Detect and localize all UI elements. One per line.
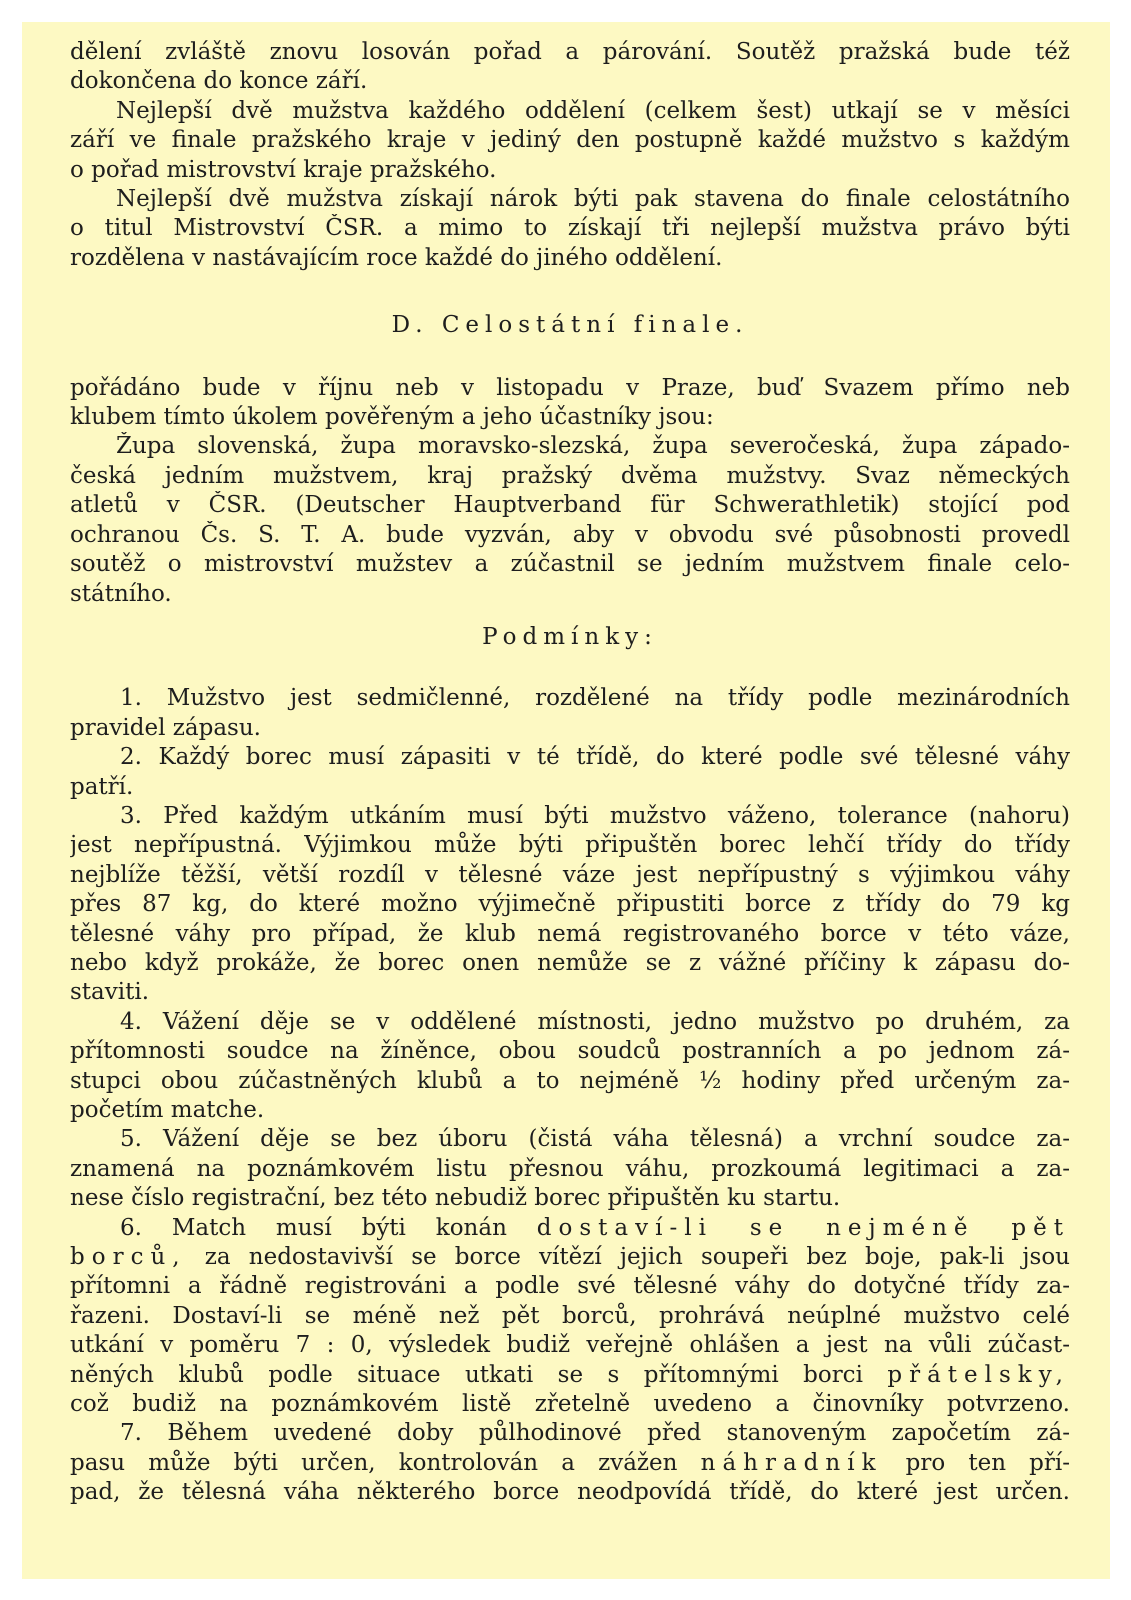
condition-7: 7. Během uvedené doby půlhodinové před stanoveným započetím zá- [120, 1420, 1070, 1447]
spaced-text: dostaví-li se nejméně pět [536, 1214, 1070, 1241]
text-line: Župa slovenská, župa moravsko-slezská, župa severočeská, župa západo- [116, 433, 1070, 460]
spaced-text: borců, [70, 1244, 187, 1271]
condition-2: 2. Každý borec musí zápasiti v té třídě, do které podle své tělesné váhy [120, 744, 1070, 771]
text-run: za nedostavivší se borce vítězí jejich soupeři bez boje, pak-li jsou [186, 1244, 1070, 1271]
text-line: nejblíže těžší, větší rozdíl v tělesné váze jest nepřípustný s výjimkou váhy [70, 861, 1070, 888]
text-line: nese číslo registrační, bez této nebudiž borec připuštěn ku startu. [70, 1185, 841, 1212]
document-page [22, 22, 1110, 1579]
text-line: početím matche. [70, 1097, 265, 1123]
text-run: pasu může býti určen, kontrolován a zvážen [70, 1449, 701, 1476]
text-line: stupci obou zúčastněných klubů a to nejméně ½ hodiny před určeným za- [70, 1067, 1070, 1094]
condition-4: 4. Vážení děje se v oddělené místnosti, jedno mužstvo po druhém, za [120, 1008, 1070, 1035]
text-line: nebo když prokáže, že borec onen nemůže se z vážné příčiny k zápasu do- [70, 949, 1070, 976]
condition-3: 3. Před každým utkáním musí býti mužstvo váženo, tolerance (nahoru) [120, 802, 1070, 829]
condition-6 [70, 1214, 1070, 1243]
text-line: dělení zvláště znovu losován pořad a párování. Soutěž pražská bude též [70, 39, 1070, 65]
text-line: Nejlepší dvě mužstva získají nárok býti pak stavena do finale celostátního [116, 186, 1070, 213]
text-line: dokončena do konce září. [70, 68, 368, 95]
text-run: pro ten pří- [882, 1449, 1070, 1476]
text-line: atletů v ČSR. (Deutscher Hauptverband für Schwerathletik) stojící pod [70, 492, 1070, 519]
text-line: pořádáno bude v říjnu neb v listopadu v Praze, buď Svazem přímo neb [70, 374, 1070, 401]
text-run: něných klubů podle situace utkati se s přítomnými borci [70, 1361, 888, 1388]
text-line: česká jedním mužstvem, kraj pražský dvěma mužstvy. Svaz německých [70, 462, 1070, 489]
text-line: o titul Mistrovství ČSR. a mimo to získají tři nejlepší mužstva právo býti [70, 215, 1070, 242]
text-line: rozdělena v nastávajícím roce každé do jiného oddělení. [70, 244, 723, 271]
text-line [70, 1361, 1070, 1390]
condition-5: 5. Vážení děje se bez úboru (čistá váha tělesná) a vrchní soudce za- [120, 1126, 1070, 1153]
text-line: znamená na poznámkovém listu přesnou váhu, prozkoumá legitimaci a za- [70, 1155, 1070, 1182]
text-line: pad, že tělesná váha některého borce neodpovídá třídě, do které jest určen. [70, 1479, 1070, 1506]
text-line: patří. [70, 773, 134, 800]
text-line: jest nepřípustná. Výjimkou může býti připuštěn borec lehčí třídy do třídy [70, 832, 1070, 859]
text-line: státního. [70, 580, 172, 607]
condition-1: 1. Mužstvo jest sedmičlenné, rozdělené na třídy podle mezinárodních [120, 685, 1070, 712]
text-line: přítomnosti soudce na žíněnce, obou soudců postranních a po jednom zá- [70, 1038, 1070, 1065]
conditions-heading: Podmínky: [482, 623, 658, 650]
text-line: utkání v poměru 7 : 0, výsledek budiž veřejně ohlášen a jest na vůli zúčast- [70, 1332, 1070, 1359]
text-line: přes 87 kg, do které možno výjimečně připustiti borce z třídy do 79 kg [70, 891, 1070, 918]
text-run: 6. Match musí býti konán [120, 1214, 537, 1241]
spaced-text: přátelsky, [887, 1361, 1070, 1388]
text-line: staviti. [70, 979, 150, 1006]
text-line: pravidel zápasu. [70, 714, 261, 741]
text-line: což budiž na poznámkovém listě zřetelně uvedeno a činovníky potvrzeno. [70, 1391, 1070, 1418]
text-line [70, 1449, 1070, 1478]
intro-text [70, 38, 1070, 273]
spaced-text: náhradník [700, 1449, 883, 1476]
section-heading: D. Celostátní finale. [391, 312, 749, 339]
text-line: Nejlepší dvě mužstva každého oddělení (celkem šest) utkají se v měsíci [116, 97, 1070, 124]
text-line: tělesné váhy pro případ, že klub nemá registrovaného borce v této váze, [70, 920, 1070, 947]
text-line: soutěž o mistrovství mužstev a zúčastnil se jedním mužstvem finale celo- [70, 551, 1070, 578]
text-line: klubem tímto úkolem pověřeným a jeho účastníky jsou: [70, 404, 714, 431]
text-line: přítomni a řádně registrováni a podle své tělesné váhy do dotyčné třídy za- [70, 1273, 1070, 1300]
text-line: o pořad mistrovství kraje pražského. [70, 156, 497, 183]
conditions-list [70, 684, 1070, 1507]
text-line [70, 1243, 1070, 1272]
text-line: září ve finale pražského kraje v jediný den postupně každé mužstvo s každým [70, 127, 1070, 154]
text-line: ochranou Čs. S. T. A. bude vyzván, aby v obvodu své působnosti provedl [70, 521, 1070, 548]
text-line: řazeni. Dostaví-li se méně než pět borců, prohrává neúplné mužstvo celé [70, 1302, 1070, 1329]
finale-text [70, 374, 1070, 609]
